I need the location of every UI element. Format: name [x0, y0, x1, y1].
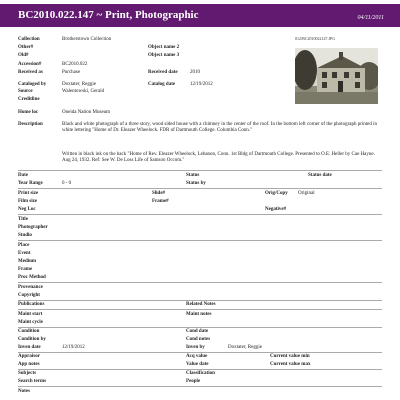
- description-paragraph-1: Black and white photograph of a three story, wood sided house with a chimney in the center of the roof. In the bottom left corner of the photograph printed in white lettering "Home of Dr. Eleazer Wheelock. FDR of Dartmouth College. Columbia Conn.": [62, 122, 378, 134]
- divider: [18, 369, 382, 370]
- accession-label: Accession#: [18, 62, 42, 67]
- studio-label: Studio: [18, 233, 32, 238]
- print-size-label: Print size: [18, 191, 39, 196]
- house-photo: [295, 48, 378, 104]
- inven-date-label: Inven date: [18, 345, 41, 350]
- divider: [18, 240, 382, 241]
- acq-value-label: Acq value: [186, 354, 208, 359]
- frame-number-label: Frame#: [152, 199, 169, 204]
- classification-label: Classification: [186, 371, 215, 376]
- year-range-label: Year Range: [18, 181, 43, 186]
- app-notes-label: App notes: [18, 362, 40, 367]
- current-value-max-label: Current value max: [270, 362, 311, 367]
- place-label: Place: [18, 243, 30, 248]
- divider: [18, 386, 382, 387]
- notes-label: Notes: [18, 389, 30, 394]
- record-header: [0, 4, 400, 27]
- divider: [18, 309, 382, 310]
- event-label: Event: [18, 251, 31, 256]
- record-date: 04/11/2011: [357, 15, 384, 21]
- year-range-value: 0 - 0: [62, 181, 72, 186]
- status-label: Status: [186, 173, 200, 178]
- divider: [18, 282, 382, 283]
- condition-by-label: Condition by: [18, 337, 46, 342]
- divider: [18, 352, 382, 353]
- inven-by-label: Inven by: [186, 345, 205, 350]
- objname3-label: Object name 3: [148, 53, 180, 58]
- other-label: Other#: [18, 45, 34, 50]
- publications-label: Publications: [18, 302, 45, 307]
- slide-label: Slide#: [152, 191, 166, 196]
- title-label: Title: [18, 217, 28, 222]
- received-as-label: Received as: [18, 70, 43, 75]
- medium-label: Medium: [18, 259, 37, 264]
- photo-filename: 012\BC2010022147.JPG: [295, 36, 336, 41]
- photographer-label: Photographer: [18, 225, 48, 230]
- negative-label: Negative#: [265, 207, 287, 212]
- objname2-label: Object name 2: [148, 45, 180, 50]
- copyright-label: Copyright: [18, 293, 40, 298]
- received-date-label: Received date: [148, 70, 178, 75]
- search-terms-label: Search terms: [18, 379, 47, 384]
- status-date-label: Status date: [308, 173, 332, 178]
- frame-label: Frame: [18, 267, 33, 272]
- cond-date-label: Cond date: [186, 329, 209, 334]
- proc-method-label: Proc Method: [18, 275, 46, 280]
- people-label: People: [186, 379, 201, 384]
- subjects-label: Subjects: [18, 371, 37, 376]
- received-as-value: Purchase: [62, 70, 81, 75]
- catalog-date-label: Catalog date: [148, 82, 176, 87]
- description-label: Description: [18, 122, 43, 127]
- orig-copy-label: Orig/Copy: [265, 191, 288, 196]
- film-size-label: Film size: [18, 199, 38, 204]
- orig-copy-value: Original: [298, 191, 315, 196]
- home-loc-value: Oneida Nation Museum: [62, 110, 111, 115]
- creditline-label: Creditline: [18, 97, 40, 102]
- divider: [18, 300, 382, 301]
- accession-value: BC2010.022: [62, 62, 88, 67]
- description-paragraph-2: Written in black ink on the back "Home of Rev. Eleazer Wheelock, Lebanon, Conn. 1st Bldg of Dartmouth College. Presented to O.E. Heller by Cae Hayne. Aug 24, 1932. Ref: See W. De Loss Life of Samson Occom.": [62, 152, 375, 164]
- inven-date-value: 12/19/2012: [62, 345, 85, 350]
- provenance-label: Provenance: [18, 285, 43, 290]
- divider: [18, 170, 382, 171]
- old-label: Old#: [18, 53, 29, 58]
- cond-notes-label: Cond notes: [186, 337, 211, 342]
- status-by-label: Status by: [186, 181, 206, 186]
- cataloged-by-value: Doxtater, Reggie: [62, 82, 96, 87]
- source-value: Walentowski, Gerald: [62, 89, 105, 94]
- collection-label: Collection: [18, 37, 40, 42]
- appraisor-label: Appraisor: [18, 354, 40, 359]
- collection-value: Brotherstown Collection: [62, 37, 112, 42]
- inven-by-value: Doxtater, Reggie: [228, 345, 262, 350]
- divider: [18, 327, 382, 328]
- related-notes-label: Related Notes: [186, 302, 216, 307]
- maint-notes-label: Maint notes: [186, 312, 212, 317]
- record-title: BC2010.022.147 ~ Print, Photographic: [18, 9, 199, 21]
- maint-start-label: Maint start: [18, 312, 43, 317]
- source-label: Source: [18, 89, 33, 94]
- maint-cycle-label: Maint cycle: [18, 320, 43, 325]
- neg-loc-label: Neg Loc: [18, 207, 36, 212]
- condition-label: Condition: [18, 329, 40, 334]
- home-loc-label: Home loc: [18, 110, 39, 115]
- current-value-min-label: Current value min: [270, 354, 310, 359]
- divider: [18, 214, 382, 215]
- value-date-label: Value date: [186, 362, 209, 367]
- divider: [18, 188, 382, 189]
- catalog-date-value: 12/19/2012: [190, 82, 213, 87]
- cataloged-by-label: Cataloged by: [18, 82, 47, 87]
- date-label: Date: [18, 173, 28, 178]
- received-date-value: 2010: [190, 70, 200, 75]
